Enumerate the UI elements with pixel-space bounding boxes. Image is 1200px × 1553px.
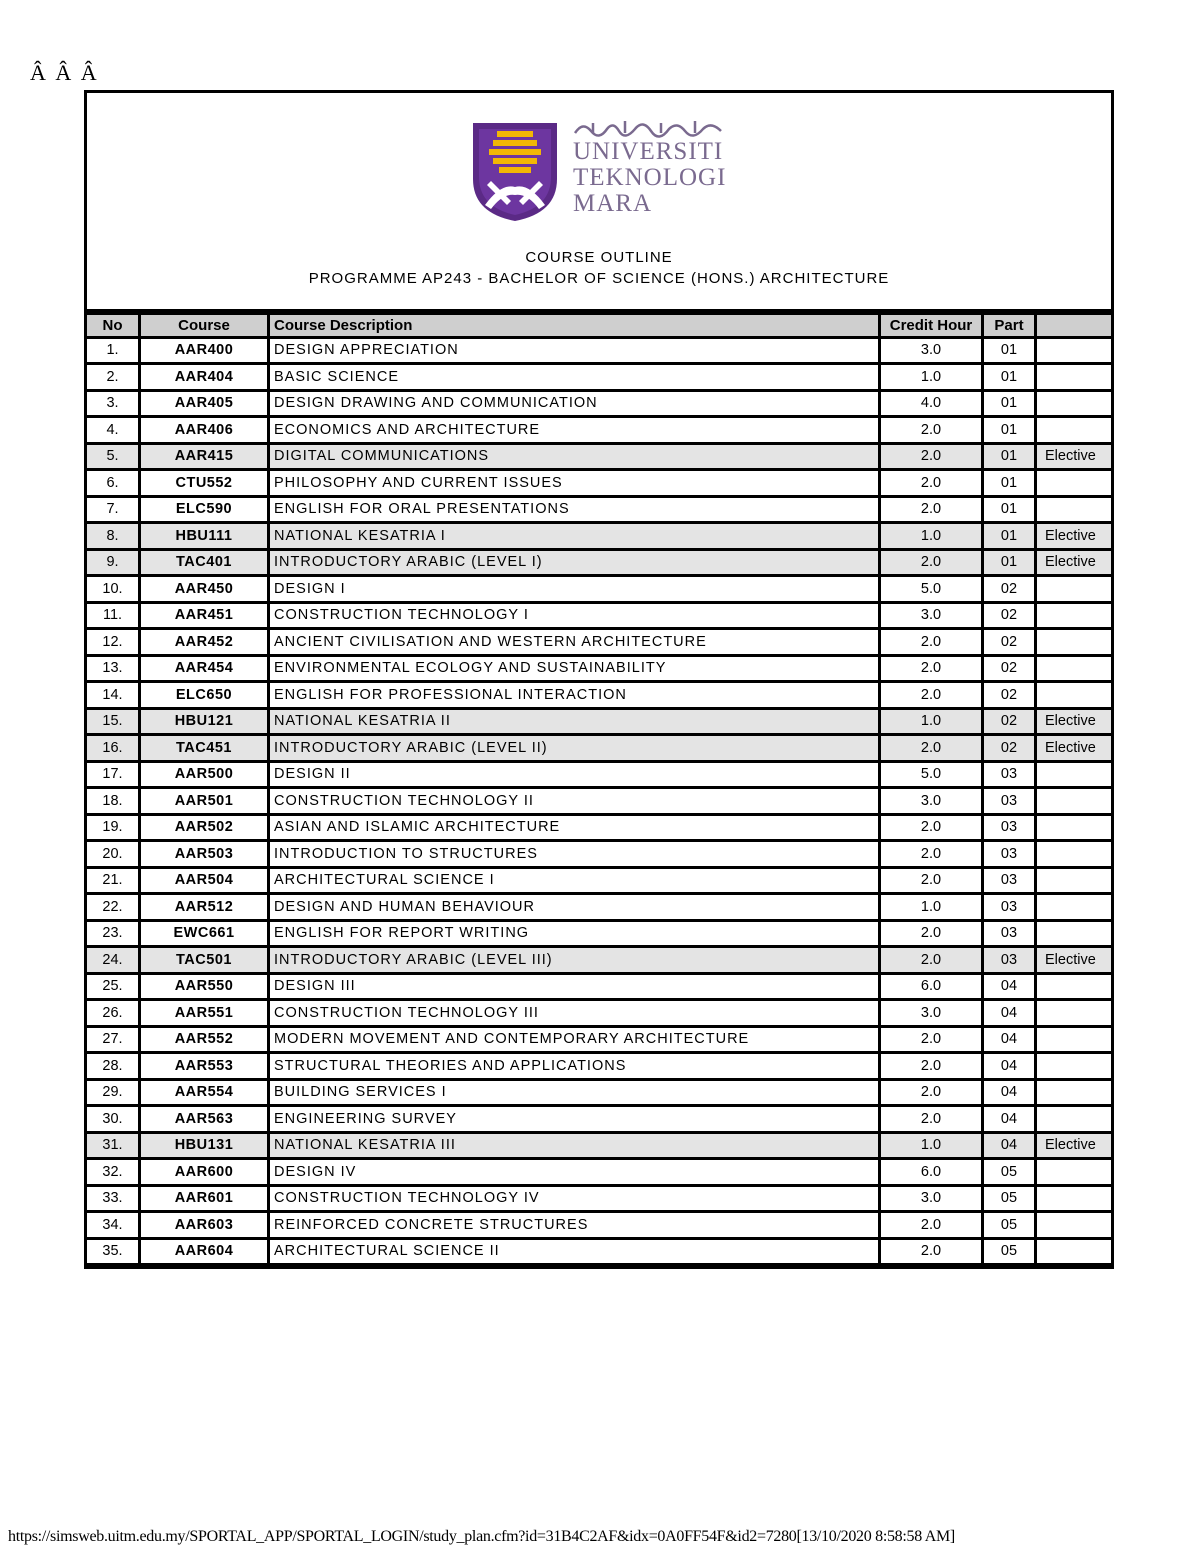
elective-note [1037, 392, 1111, 419]
elective-note: Elective [1037, 551, 1111, 578]
course-code: AAR406 [141, 418, 270, 445]
course-code: AAR563 [141, 1107, 270, 1134]
table-row [87, 895, 1111, 922]
table-row [87, 630, 1111, 657]
course-description: DESIGN I [270, 577, 881, 604]
table-row [87, 763, 1111, 790]
table-row [87, 392, 1111, 419]
table-row [87, 736, 1111, 763]
elective-note [1037, 789, 1111, 816]
course-code: AAR550 [141, 975, 270, 1002]
table-row [87, 816, 1111, 843]
row-number: 10. [87, 577, 141, 604]
table-row [87, 922, 1111, 949]
table-row [87, 1081, 1111, 1108]
row-number: 17. [87, 763, 141, 790]
elective-note: Elective [1037, 524, 1111, 551]
part-number: 03 [984, 869, 1037, 896]
credit-hour: 2.0 [881, 418, 984, 445]
course-description: CONSTRUCTION TECHNOLOGY IV [270, 1187, 881, 1214]
part-number: 02 [984, 577, 1037, 604]
course-description: DESIGN II [270, 763, 881, 790]
table-row [87, 975, 1111, 1002]
part-number: 01 [984, 392, 1037, 419]
credit-hour: 2.0 [881, 1240, 984, 1267]
credit-hour: 2.0 [881, 1054, 984, 1081]
stray-characters: Â Â Â [30, 60, 99, 85]
course-description: DESIGN APPRECIATION [270, 339, 881, 366]
row-number: 30. [87, 1107, 141, 1134]
credit-hour: 2.0 [881, 869, 984, 896]
row-number: 5. [87, 445, 141, 472]
table-row [87, 577, 1111, 604]
part-number: 03 [984, 895, 1037, 922]
course-code: ELC650 [141, 683, 270, 710]
course-description: ENGINEERING SURVEY [270, 1107, 881, 1134]
part-number: 03 [984, 842, 1037, 869]
course-code: AAR501 [141, 789, 270, 816]
part-number: 01 [984, 551, 1037, 578]
course-description: BASIC SCIENCE [270, 365, 881, 392]
wordmark-line-1: UNIVERSITI [573, 138, 724, 165]
course-code: AAR404 [141, 365, 270, 392]
column-header-note [1037, 312, 1111, 339]
course-outline-sheet [84, 90, 1114, 1269]
credit-hour: 2.0 [881, 630, 984, 657]
part-number: 03 [984, 948, 1037, 975]
table-row [87, 524, 1111, 551]
elective-note [1037, 577, 1111, 604]
part-number: 04 [984, 1028, 1037, 1055]
credit-hour: 1.0 [881, 895, 984, 922]
elective-note [1037, 1240, 1111, 1267]
university-logo [471, 117, 741, 227]
course-description: ENGLISH FOR ORAL PRESENTATIONS [270, 498, 881, 525]
elective-note [1037, 1213, 1111, 1240]
course-code: AAR400 [141, 339, 270, 366]
part-number: 04 [984, 1107, 1037, 1134]
elective-note [1037, 1054, 1111, 1081]
table-row [87, 789, 1111, 816]
column-header-no: No [87, 312, 141, 339]
course-code: AAR504 [141, 869, 270, 896]
course-description: DESIGN DRAWING AND COMMUNICATION [270, 392, 881, 419]
course-description: ARCHITECTURAL SCIENCE II [270, 1240, 881, 1267]
course-description: STRUCTURAL THEORIES AND APPLICATIONS [270, 1054, 881, 1081]
table-row [87, 1240, 1111, 1267]
credit-hour: 3.0 [881, 1001, 984, 1028]
credit-hour: 2.0 [881, 1028, 984, 1055]
elective-note: Elective [1037, 445, 1111, 472]
course-description: DESIGN AND HUMAN BEHAVIOUR [270, 895, 881, 922]
credit-hour: 5.0 [881, 763, 984, 790]
row-number: 29. [87, 1081, 141, 1108]
course-table [87, 312, 1111, 1266]
credit-hour: 2.0 [881, 1081, 984, 1108]
elective-note [1037, 365, 1111, 392]
part-number: 05 [984, 1187, 1037, 1214]
table-row [87, 710, 1111, 737]
table-row [87, 1054, 1111, 1081]
table-row [87, 1107, 1111, 1134]
course-code: TAC501 [141, 948, 270, 975]
course-code: AAR452 [141, 630, 270, 657]
elective-note [1037, 1081, 1111, 1108]
page-url-footer: https://simsweb.uitm.edu.my/SPORTAL_APP/SPORTAL_LOGIN/study_plan.cfm?id=31B4C2AF&idx=0A0FF54F&id2=7280[13/10/2020 8:58:58 AM] [8, 1528, 955, 1545]
elective-note: Elective [1037, 736, 1111, 763]
course-code: AAR551 [141, 1001, 270, 1028]
table-row [87, 1160, 1111, 1187]
row-number: 9. [87, 551, 141, 578]
course-description: NATIONAL KESATRIA III [270, 1134, 881, 1161]
course-code: HBU121 [141, 710, 270, 737]
part-number: 04 [984, 1134, 1037, 1161]
course-description: MODERN MOVEMENT AND CONTEMPORARY ARCHITECTURE [270, 1028, 881, 1055]
table-row [87, 948, 1111, 975]
part-number: 04 [984, 1081, 1037, 1108]
course-description: DIGITAL COMMUNICATIONS [270, 445, 881, 472]
course-description: ENGLISH FOR PROFESSIONAL INTERACTION [270, 683, 881, 710]
part-number: 03 [984, 922, 1037, 949]
row-number: 22. [87, 895, 141, 922]
credit-hour: 2.0 [881, 1213, 984, 1240]
course-description: ENGLISH FOR REPORT WRITING [270, 922, 881, 949]
course-description: ENVIRONMENTAL ECOLOGY AND SUSTAINABILITY [270, 657, 881, 684]
row-number: 12. [87, 630, 141, 657]
part-number: 01 [984, 498, 1037, 525]
row-number: 3. [87, 392, 141, 419]
row-number: 18. [87, 789, 141, 816]
column-header-course: Course [141, 312, 270, 339]
course-code: AAR503 [141, 842, 270, 869]
part-number: 02 [984, 657, 1037, 684]
elective-note [1037, 683, 1111, 710]
credit-hour: 6.0 [881, 1160, 984, 1187]
row-number: 15. [87, 710, 141, 737]
elective-note [1037, 922, 1111, 949]
part-number: 05 [984, 1213, 1037, 1240]
row-number: 34. [87, 1213, 141, 1240]
course-description: CONSTRUCTION TECHNOLOGY III [270, 1001, 881, 1028]
table-row [87, 604, 1111, 631]
course-code: AAR454 [141, 657, 270, 684]
part-number: 04 [984, 1054, 1037, 1081]
credit-hour: 1.0 [881, 524, 984, 551]
elective-note [1037, 763, 1111, 790]
column-header-description: Course Description [270, 312, 881, 339]
part-number: 03 [984, 763, 1037, 790]
elective-note [1037, 657, 1111, 684]
course-code: AAR502 [141, 816, 270, 843]
table-row [87, 1187, 1111, 1214]
part-number: 01 [984, 365, 1037, 392]
credit-hour: 5.0 [881, 577, 984, 604]
course-code: AAR553 [141, 1054, 270, 1081]
elective-note: Elective [1037, 710, 1111, 737]
course-description: ARCHITECTURAL SCIENCE I [270, 869, 881, 896]
elective-note [1037, 1028, 1111, 1055]
credit-hour: 2.0 [881, 816, 984, 843]
elective-note: Elective [1037, 1134, 1111, 1161]
elective-note [1037, 1001, 1111, 1028]
course-code: AAR405 [141, 392, 270, 419]
university-wordmark [573, 117, 743, 217]
row-number: 31. [87, 1134, 141, 1161]
row-number: 21. [87, 869, 141, 896]
course-code: HBU111 [141, 524, 270, 551]
credit-hour: 6.0 [881, 975, 984, 1002]
credit-hour: 2.0 [881, 471, 984, 498]
elective-note [1037, 975, 1111, 1002]
wordmark-line-3: MARA [573, 190, 653, 217]
course-code: AAR415 [141, 445, 270, 472]
jawi-script-logo-icon [573, 117, 723, 139]
credit-hour: 2.0 [881, 657, 984, 684]
course-description: DESIGN IV [270, 1160, 881, 1187]
row-number: 1. [87, 339, 141, 366]
course-code: AAR554 [141, 1081, 270, 1108]
table-row [87, 498, 1111, 525]
row-number: 19. [87, 816, 141, 843]
credit-hour: 3.0 [881, 339, 984, 366]
document-header [87, 93, 1111, 312]
row-number: 28. [87, 1054, 141, 1081]
row-number: 35. [87, 1240, 141, 1267]
row-number: 27. [87, 1028, 141, 1055]
course-description: INTRODUCTORY ARABIC (LEVEL I) [270, 551, 881, 578]
table-row [87, 1028, 1111, 1055]
course-code: AAR500 [141, 763, 270, 790]
part-number: 01 [984, 524, 1037, 551]
table-row [87, 842, 1111, 869]
course-code: AAR601 [141, 1187, 270, 1214]
part-number: 01 [984, 418, 1037, 445]
course-code: AAR604 [141, 1240, 270, 1267]
credit-hour: 2.0 [881, 842, 984, 869]
credit-hour: 2.0 [881, 498, 984, 525]
elective-note [1037, 418, 1111, 445]
course-table-body [87, 339, 1111, 1267]
course-description: CONSTRUCTION TECHNOLOGY I [270, 604, 881, 631]
course-description: CONSTRUCTION TECHNOLOGY II [270, 789, 881, 816]
table-row [87, 1001, 1111, 1028]
course-description: DESIGN III [270, 975, 881, 1002]
row-number: 11. [87, 604, 141, 631]
credit-hour: 2.0 [881, 445, 984, 472]
row-number: 7. [87, 498, 141, 525]
table-row [87, 471, 1111, 498]
elective-note [1037, 895, 1111, 922]
credit-hour: 2.0 [881, 1107, 984, 1134]
row-number: 4. [87, 418, 141, 445]
elective-note [1037, 1107, 1111, 1134]
table-row [87, 1213, 1111, 1240]
table-row [87, 339, 1111, 366]
credit-hour: 2.0 [881, 551, 984, 578]
course-code: AAR600 [141, 1160, 270, 1187]
course-description: NATIONAL KESATRIA I [270, 524, 881, 551]
course-description: PHILOSOPHY AND CURRENT ISSUES [270, 471, 881, 498]
part-number: 02 [984, 604, 1037, 631]
programme-title: PROGRAMME AP243 - BACHELOR OF SCIENCE (HONS.) ARCHITECTURE [308, 270, 890, 287]
table-row [87, 683, 1111, 710]
part-number: 02 [984, 630, 1037, 657]
part-number: 02 [984, 736, 1037, 763]
row-number: 16. [87, 736, 141, 763]
course-code: AAR603 [141, 1213, 270, 1240]
course-description: NATIONAL KESATRIA II [270, 710, 881, 737]
table-row [87, 869, 1111, 896]
credit-hour: 1.0 [881, 710, 984, 737]
row-number: 26. [87, 1001, 141, 1028]
row-number: 20. [87, 842, 141, 869]
course-description: REINFORCED CONCRETE STRUCTURES [270, 1213, 881, 1240]
credit-hour: 1.0 [881, 1134, 984, 1161]
course-code: AAR450 [141, 577, 270, 604]
elective-note [1037, 1160, 1111, 1187]
row-number: 2. [87, 365, 141, 392]
course-code: TAC401 [141, 551, 270, 578]
table-header-row [87, 312, 1111, 339]
row-number: 25. [87, 975, 141, 1002]
elective-note [1037, 498, 1111, 525]
uitm-seal-icon [471, 121, 559, 223]
course-description: INTRODUCTORY ARABIC (LEVEL III) [270, 948, 881, 975]
elective-note: Elective [1037, 948, 1111, 975]
elective-note [1037, 630, 1111, 657]
wordmark-line-2: TEKNOLOGI [573, 164, 727, 191]
part-number: 05 [984, 1160, 1037, 1187]
elective-note [1037, 604, 1111, 631]
credit-hour: 2.0 [881, 922, 984, 949]
table-row [87, 445, 1111, 472]
credit-hour: 2.0 [881, 736, 984, 763]
row-number: 32. [87, 1160, 141, 1187]
course-description: ASIAN AND ISLAMIC ARCHITECTURE [270, 816, 881, 843]
course-description: INTRODUCTION TO STRUCTURES [270, 842, 881, 869]
part-number: 01 [984, 339, 1037, 366]
table-row [87, 1134, 1111, 1161]
credit-hour: 3.0 [881, 789, 984, 816]
column-header-part: Part [984, 312, 1037, 339]
course-code: AAR451 [141, 604, 270, 631]
course-description: ECONOMICS AND ARCHITECTURE [270, 418, 881, 445]
row-number: 33. [87, 1187, 141, 1214]
course-code: CTU552 [141, 471, 270, 498]
part-number: 01 [984, 471, 1037, 498]
row-number: 24. [87, 948, 141, 975]
part-number: 05 [984, 1240, 1037, 1267]
course-code: EWC661 [141, 922, 270, 949]
table-row [87, 365, 1111, 392]
part-number: 04 [984, 1001, 1037, 1028]
table-row [87, 551, 1111, 578]
elective-note [1037, 339, 1111, 366]
course-description: ANCIENT CIVILISATION AND WESTERN ARCHITECTURE [270, 630, 881, 657]
part-number: 02 [984, 683, 1037, 710]
credit-hour: 2.0 [881, 948, 984, 975]
elective-note [1037, 471, 1111, 498]
credit-hour: 1.0 [881, 365, 984, 392]
table-row [87, 657, 1111, 684]
elective-note [1037, 1187, 1111, 1214]
elective-note [1037, 869, 1111, 896]
elective-note [1037, 842, 1111, 869]
row-number: 14. [87, 683, 141, 710]
course-description: BUILDING SERVICES I [270, 1081, 881, 1108]
part-number: 03 [984, 816, 1037, 843]
credit-hour: 4.0 [881, 392, 984, 419]
row-number: 13. [87, 657, 141, 684]
credit-hour: 3.0 [881, 604, 984, 631]
credit-hour: 2.0 [881, 683, 984, 710]
course-code: AAR512 [141, 895, 270, 922]
course-code: AAR552 [141, 1028, 270, 1055]
credit-hour: 3.0 [881, 1187, 984, 1214]
course-description: INTRODUCTORY ARABIC (LEVEL II) [270, 736, 881, 763]
course-code: ELC590 [141, 498, 270, 525]
elective-note [1037, 816, 1111, 843]
table-row [87, 418, 1111, 445]
course-code: HBU131 [141, 1134, 270, 1161]
row-number: 8. [87, 524, 141, 551]
part-number: 01 [984, 445, 1037, 472]
part-number: 04 [984, 975, 1037, 1002]
row-number: 23. [87, 922, 141, 949]
part-number: 02 [984, 710, 1037, 737]
part-number: 03 [984, 789, 1037, 816]
course-code: TAC451 [141, 736, 270, 763]
row-number: 6. [87, 471, 141, 498]
document-title: COURSE OUTLINE [525, 249, 673, 266]
column-header-credit-hour: Credit Hour [881, 312, 984, 339]
